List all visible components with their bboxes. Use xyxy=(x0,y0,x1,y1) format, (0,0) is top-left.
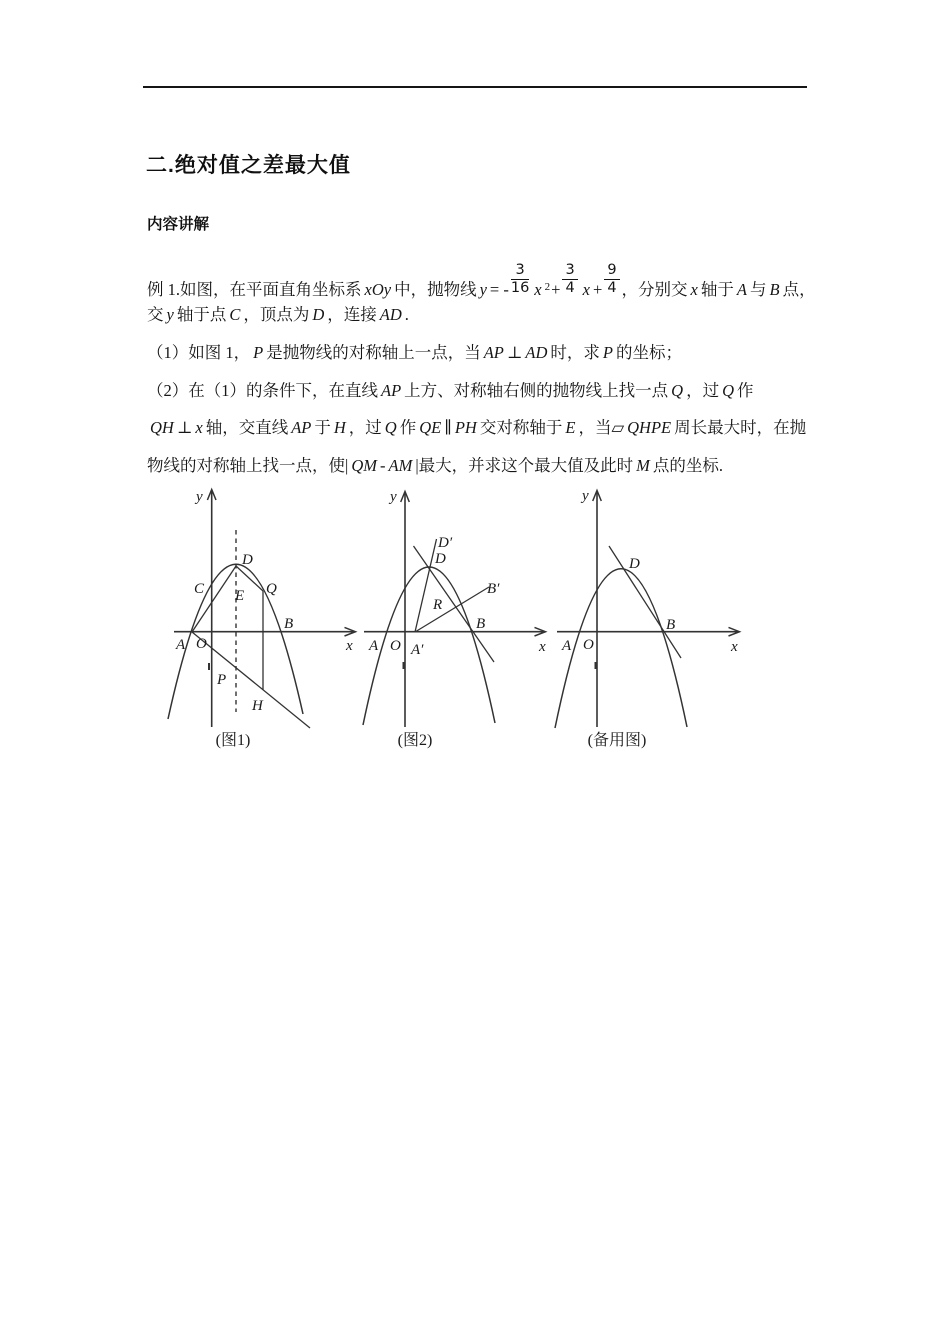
point-label-q: Q xyxy=(266,581,277,597)
point-label-a: A xyxy=(176,637,186,653)
line-through-d-b xyxy=(609,546,681,658)
figure-caption: (备用图) xyxy=(587,732,647,749)
line-through-d-b xyxy=(414,546,495,662)
point-label-a-prime: A′ xyxy=(411,642,424,658)
segment-ad xyxy=(192,566,236,632)
page-title: 二.绝对值之差最大值 xyxy=(146,154,351,177)
problem-line-2: 交 y 轴于点 C ，顶点为 D ，连接 AD . xyxy=(147,305,409,324)
point-label-d: D xyxy=(242,552,253,568)
point-label-e: E xyxy=(235,588,245,604)
point-label-c: C xyxy=(194,581,205,597)
point-label-p: P xyxy=(217,672,227,688)
axis-label-x: x xyxy=(731,639,738,655)
point-label-b-prime: B′ xyxy=(487,581,500,597)
point-label-d: D xyxy=(435,551,446,567)
problem-line-1: 例 1.如图，在平面直角坐标系 xOy 中，抛物线 y = - $\frac{3}{16}$ x $^2$+ $\frac{3}{4}$ x + $\frac{9}{4}$ ，分别交 x 轴于 A 与 B 点， xyxy=(147,262,816,300)
point-label-d-prime: D′ xyxy=(438,535,453,551)
problem-line-6: 物线的对称轴上找一点，使| QM - AM |最大，并求这个最大值及此时 M 点的坐标. xyxy=(147,456,723,475)
problem-line-5: QH ⊥ x 轴，交直线 AP 于 H ，过 Q 作 QE ∥ PH 交对称轴于 E ，当▱ QHPE 周长最大时，在抛 xyxy=(150,418,807,437)
parabola-curve xyxy=(363,567,495,725)
point-label-o: O xyxy=(583,637,594,653)
figure-1-canvas xyxy=(145,480,365,758)
point-label-b: B xyxy=(284,616,294,632)
point-label-o: O xyxy=(196,636,207,652)
axis-label-y: y xyxy=(390,489,397,505)
header-rule xyxy=(143,86,807,88)
figure-3 xyxy=(548,480,760,758)
axis-label-y: y xyxy=(582,488,589,504)
figure-2-canvas xyxy=(360,480,560,758)
figure-caption: (图1) xyxy=(215,732,251,749)
point-label-b: B xyxy=(666,617,676,633)
axis-label-x: x xyxy=(346,638,353,654)
problem-line-3: （1）如图 1， P 是抛物线的对称轴上一点，当 AP ⊥ AD 时，求 P 的坐标； xyxy=(147,343,683,362)
parabola-curve xyxy=(555,569,687,728)
point-label-a: A xyxy=(562,638,572,654)
figure-3-canvas xyxy=(548,480,760,758)
section-heading: 内容讲解 xyxy=(147,216,210,233)
figure-2 xyxy=(360,480,560,758)
point-label-o: O xyxy=(390,638,401,654)
point-label-r: R xyxy=(433,597,443,613)
axis-label-y: y xyxy=(196,489,203,505)
figure-caption: (图2) xyxy=(397,732,433,749)
line-ap-extended xyxy=(192,632,310,728)
point-label-a: A xyxy=(369,638,379,654)
point-label-h: H xyxy=(252,698,263,714)
point-label-b: B xyxy=(476,616,486,632)
problem-line-4: （2）在（1）的条件下，在直线 AP 上方、对称轴右侧的抛物线上找一点 Q ，过 Q 作 xyxy=(147,381,754,400)
figure-1 xyxy=(145,480,365,758)
axis-label-x: x xyxy=(539,639,546,655)
point-label-d: D xyxy=(629,556,640,572)
